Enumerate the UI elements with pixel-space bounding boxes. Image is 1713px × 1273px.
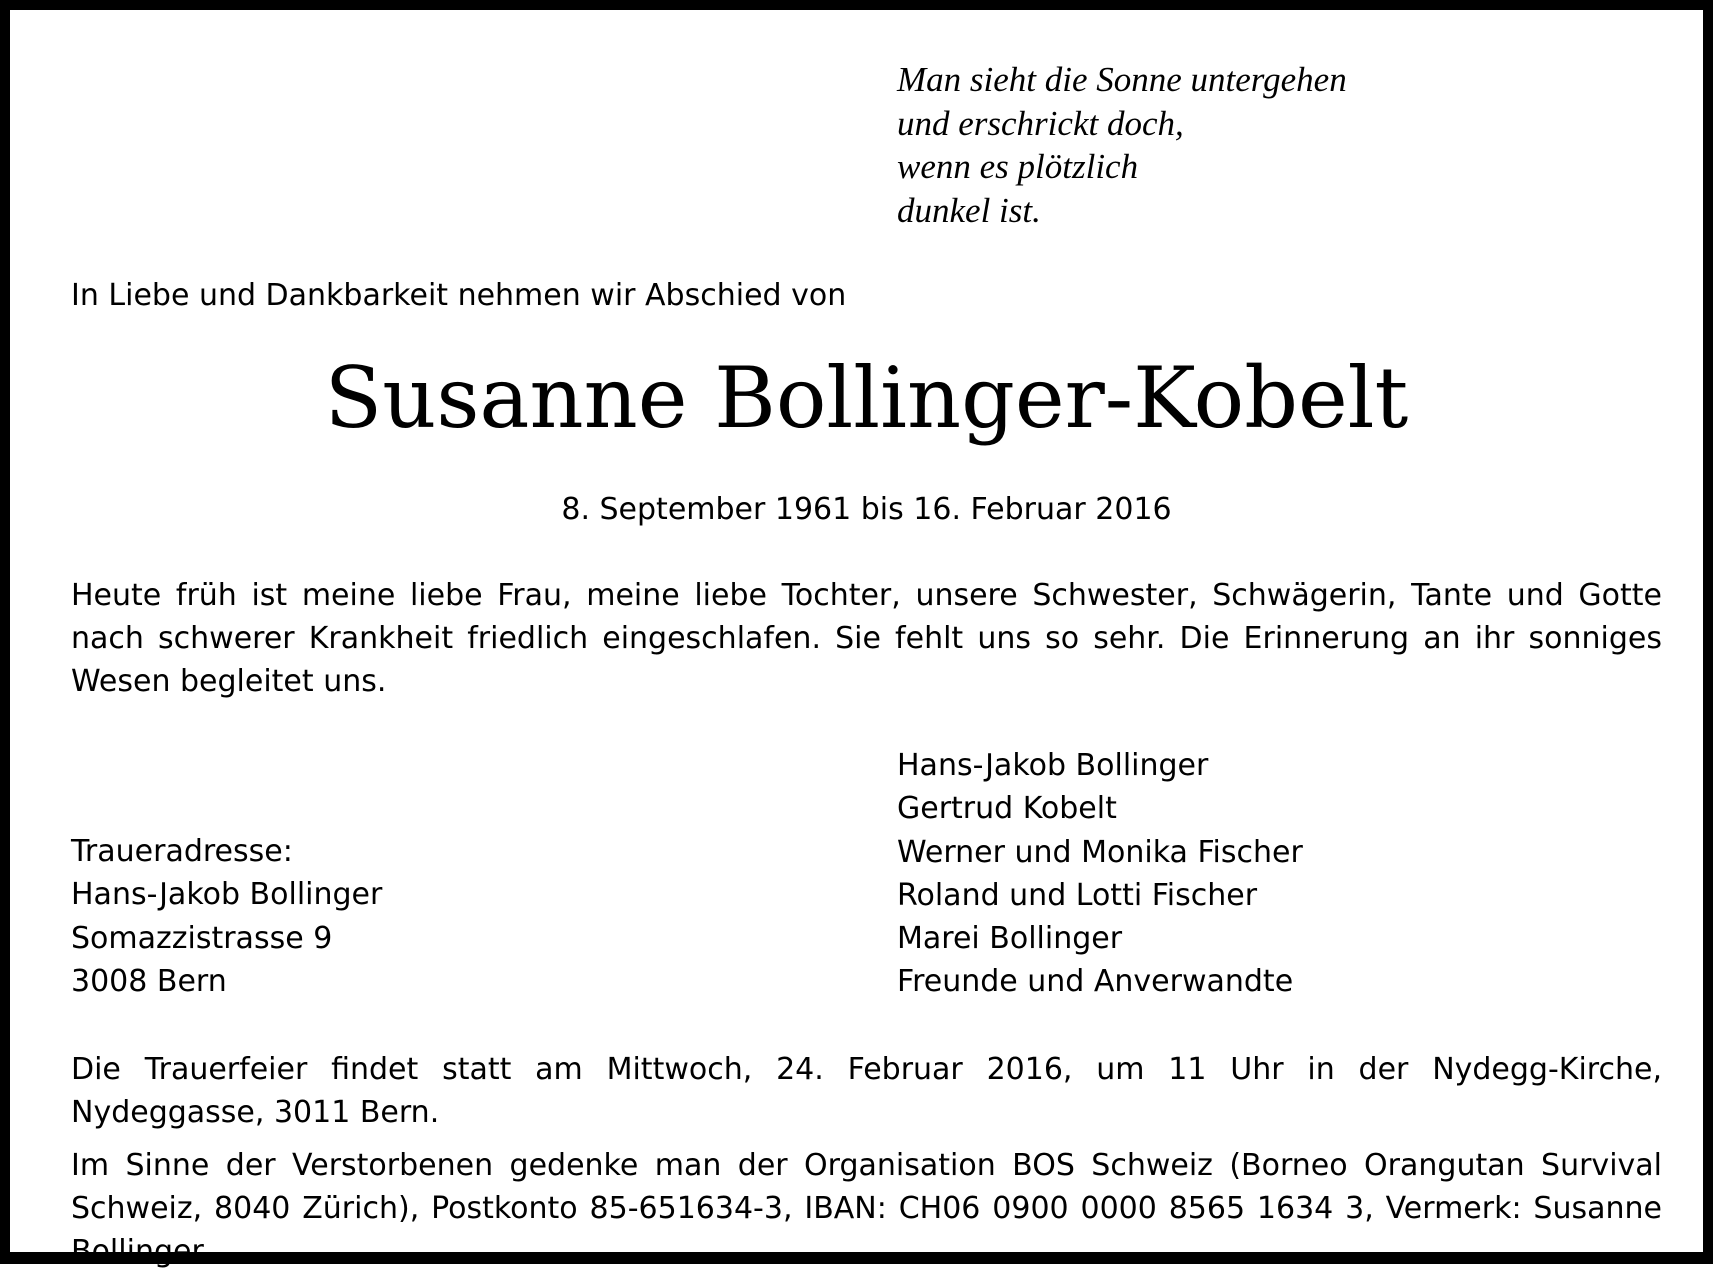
mourner-item: Freunde und Anverwandte — [897, 964, 1294, 1000]
address-line: 3008 Bern — [71, 963, 227, 999]
poem-line: dunkel ist. — [897, 190, 1041, 230]
deceased-name: Susanne Bollinger-Kobelt — [324, 349, 1409, 447]
mourner-item: Gertrud Kobelt — [897, 791, 1117, 827]
poem-line: und erschrickt doch, — [897, 103, 1184, 143]
ceremony-paragraph: Die Trauerfeier findet statt am Mittwoch, 24. Februar 2016, um 11 Uhr in der Nydegg-Kirche, Nydeggasse, 3011 Bern. — [71, 1052, 1662, 1130]
mourner-item: Werner und Monika Fischer — [897, 834, 1303, 870]
mourner-item: Roland und Lotti Fischer — [897, 877, 1258, 913]
intro-text: In Liebe und Dankbarkeit nehmen wir Abschied von — [71, 278, 847, 313]
donation-paragraph: Im Sinne der Verstorbenen gedenke man der Organisation BOS Schweiz (Borneo Orangutan Survival Schweiz, 8040 Zürich), Postkonto 85-651634-3, IBAN: CH06 0900 0000 8565 1634 3, Vermerk: Susanne Bollinger. — [71, 1148, 1662, 1269]
life-dates: 8. September 1961 bis 16. Februar 2016 — [561, 492, 1172, 527]
mourning-address — [71, 830, 382, 1003]
poem-line: wenn es plötzlich — [897, 147, 1139, 186]
mourners-list — [897, 744, 1303, 1004]
message-paragraph: Heute früh ist meine liebe Frau, meine liebe Tochter, unsere Schwester, Schwägerin, Tante und Gotte nach schwerer Krankheit friedlich eingeschlafen. Sie fehlt uns so sehr. Die Erinnerung an ihr sonniges Wesen begleitet uns. — [71, 578, 1662, 699]
address-line: Somazzistrasse 9 — [71, 920, 333, 956]
poem-line: Man sieht die Sonne untergehen — [897, 60, 1347, 99]
address-line: Hans-Jakob Bollinger — [71, 877, 383, 913]
mourner-item: Marei Bollinger — [897, 921, 1123, 957]
address-label: Traueradresse: — [71, 834, 293, 869]
poem — [897, 58, 1347, 232]
mourner-item: Hans-Jakob Bollinger — [897, 748, 1209, 783]
